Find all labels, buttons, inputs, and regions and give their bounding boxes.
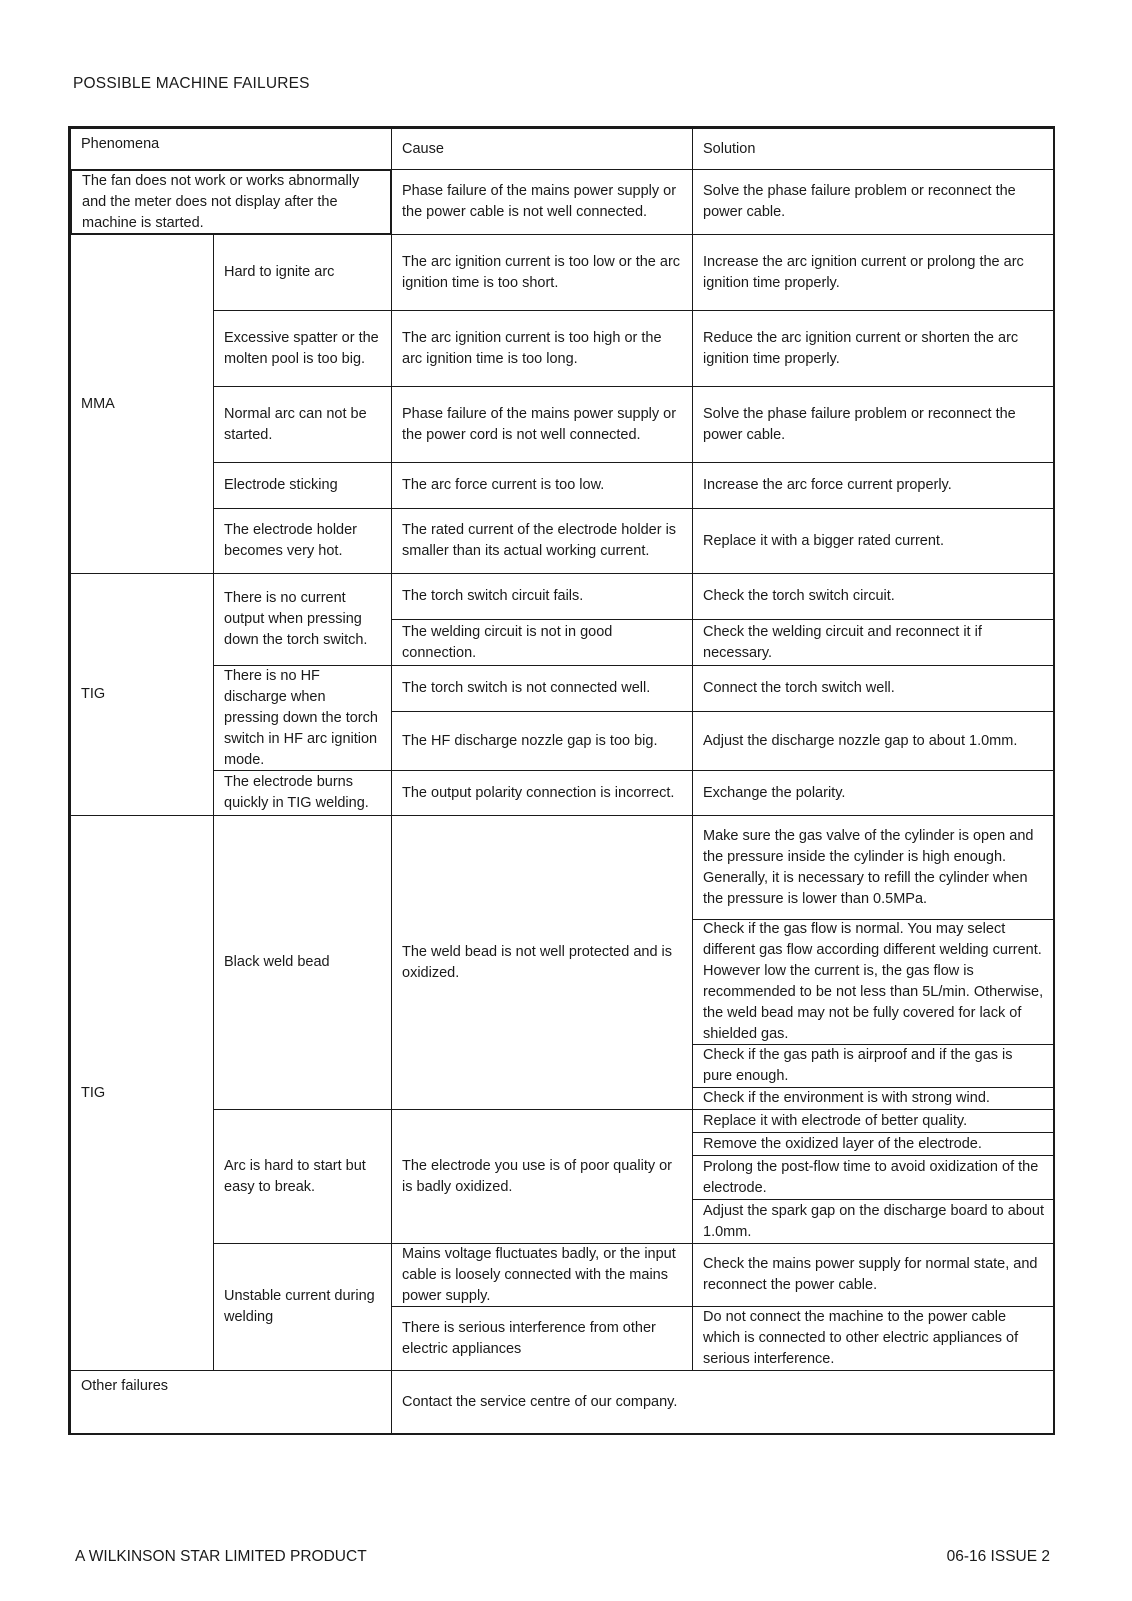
tig-symptom-cell (213, 1109, 392, 1244)
tig-cause: Mains voltage fluctuates badly, or the input cable is loosely connected with the mains power supply. (402, 1245, 676, 1304)
mma-cause: The arc ignition current is too high or the arc ignition time is too long. (402, 329, 662, 367)
tig-cause: The torch switch circuit fails. (402, 588, 584, 604)
mma-cause-cell (391, 310, 693, 387)
tig-symptom: The electrode burns quickly in TIG welding. (224, 774, 369, 811)
tig-cause-cell (391, 1243, 693, 1307)
other-phenomena-cell (70, 1370, 392, 1435)
tig-solution: Connect the torch switch well. (703, 680, 895, 696)
mma-cause: The arc force current is too low. (402, 477, 605, 493)
tig-symptom-cell (213, 573, 392, 666)
tig-solution-cell (692, 919, 1055, 1045)
mma-label: MMA (81, 395, 115, 412)
tig-solution: Adjust the spark gap on the discharge board to about 1.0mm. (703, 1202, 1044, 1240)
fan-solution: Solve the phase failure problem or reconnect the power cable. (703, 183, 1016, 220)
tig-solution-cell (692, 1087, 1055, 1110)
mma-solution-cell (692, 386, 1055, 463)
tig-group-cell (70, 815, 214, 1371)
tig-solution: Remove the oxidized layer of the electrode. (703, 1135, 982, 1152)
mma-symptom: The electrode holder becomes very hot. (224, 522, 357, 559)
mma-solution: Reduce the arc ignition current or shorten the arc ignition time properly. (703, 329, 1019, 367)
tig-symptom-cell (213, 665, 392, 771)
tig-solution-cell (692, 1306, 1055, 1371)
tig-solution: Adjust the discharge nozzle gap to about 1.0mm. (703, 732, 1018, 749)
fan-phenomena-cell (70, 169, 392, 235)
footer-right: 06-16 ISSUE 2 (946, 1548, 1050, 1565)
tig-solution-cell (692, 665, 1055, 712)
tig-cause: The electrode you use is of poor quality or is badly oxidized. (402, 1157, 673, 1195)
other-solution: Contact the service centre of our company. (402, 1394, 678, 1410)
failures-table (68, 126, 1055, 1435)
tig-solution: Prolong the post-flow time to avoid oxidization of the electrode. (703, 1158, 1039, 1196)
tig-cause: The HF discharge nozzle gap is too big. (402, 732, 658, 749)
tig-symptom-cell (213, 1243, 392, 1371)
tig-cause-cell (391, 815, 693, 1110)
mma-solution: Increase the arc force current properly. (703, 477, 952, 493)
tig-symptom: There is no HF discharge when pressing down the torch switch in HF arc ignition mode. (224, 667, 378, 768)
mma-symptom: Normal arc can not be started. (224, 405, 367, 443)
tig-solution-cell (692, 619, 1055, 666)
tig-cause: There is serious interference from other electric appliances (402, 1319, 656, 1357)
mma-symptom-cell (213, 508, 392, 574)
tig-cause-cell (391, 770, 693, 816)
fan-cause-cell (391, 169, 693, 235)
mma-symptom-cell (213, 462, 392, 509)
other-phenomena: Other failures (81, 1378, 169, 1394)
mma-cause-cell (391, 386, 693, 463)
tig-cause-cell (391, 1109, 693, 1244)
mma-cause: The rated current of the electrode holder is smaller than its actual working current. (402, 522, 677, 559)
mma-symptom: Hard to ignite arc (224, 264, 335, 280)
footer-left: A WILKINSON STAR LIMITED PRODUCT (75, 1548, 367, 1565)
tig-cause: The output polarity connection is incorrect. (402, 784, 675, 801)
tig-cause: The weld bead is not well protected and is oxidized. (402, 943, 673, 981)
mma-cause: Phase failure of the mains power supply or the power cord is not well connected. (402, 405, 677, 443)
mma-solution: Increase the arc ignition current or prolong the arc ignition time properly. (703, 253, 1024, 291)
tig-solution: Check the welding circuit and reconnect it if necessary. (703, 623, 982, 661)
mma-cause-cell (391, 508, 693, 574)
tig-solution-cell (692, 1243, 1055, 1307)
tig-symptom-cell (213, 770, 392, 816)
tig-solution: Check the torch switch circuit. (703, 588, 895, 604)
tig-solution: Check the mains power supply for normal state, and reconnect the power cable. (703, 1256, 1038, 1293)
mma-solution-cell (692, 462, 1055, 509)
tig-label: TIG (81, 686, 106, 702)
mma-symptom: Electrode sticking (224, 477, 338, 493)
fan-cause: Phase failure of the mains power supply or the power cable is not well connected. (402, 183, 677, 220)
header-cause-cell (391, 128, 693, 170)
fan-solution-cell (692, 169, 1055, 235)
tig-solution-cell (692, 573, 1055, 620)
header-solution: Solution (703, 140, 756, 157)
tig-solution-cell (692, 1109, 1055, 1133)
tig-solution: Check if the gas path is airproof and if the gas is pure enough. (703, 1047, 1013, 1084)
mma-symptom: Excessive spatter or the molten pool is too big. (224, 329, 379, 367)
tig-symptom: Unstable current during welding (224, 1288, 375, 1325)
header-solution-cell (692, 128, 1055, 170)
tig-solution-cell (692, 1199, 1055, 1244)
mma-symptom-cell (213, 386, 392, 463)
page-title: POSSIBLE MACHINE FAILURES (73, 75, 310, 92)
other-solution-cell (391, 1370, 1055, 1435)
tig-solution-cell (692, 1044, 1055, 1088)
tig-symptom-cell (213, 815, 392, 1110)
tig-cause-cell (391, 619, 693, 666)
header-cause: Cause (402, 140, 444, 157)
tig-cause-cell (391, 711, 693, 771)
mma-solution-cell (692, 310, 1055, 387)
tig-solution-cell (692, 770, 1055, 816)
tig-cause-cell (391, 665, 693, 712)
tig-label: TIG (81, 1084, 106, 1101)
tig-solution: Make sure the gas valve of the cylinder is open and the pressure inside the cylinder is high enough. Generally, it is necessary to refill the cylinder when the pressure is lower than 0.5MPa. (703, 827, 1034, 907)
tig-symptom: Arc is hard to start but easy to break. (224, 1157, 366, 1195)
mma-symptom-cell (213, 310, 392, 387)
tig-cause-cell (391, 573, 693, 620)
tig-symptom: Black weld bead (224, 954, 330, 970)
mma-solution-cell (692, 508, 1055, 574)
tig-solution: Replace it with electrode of better quality. (703, 1112, 968, 1129)
tig-solution: Exchange the polarity. (703, 784, 846, 801)
header-phenomena-cell (70, 128, 392, 170)
mma-symptom-cell (213, 234, 392, 311)
tig-solution-cell (692, 1155, 1055, 1200)
mma-solution: Replace it with a bigger rated current. (703, 532, 944, 549)
tig-solution: Do not connect the machine to the power cable which is connected to other electric appliances of serious interference. (703, 1309, 1019, 1367)
tig-solution: Check if the gas flow is normal. You may select different gas flow according different welding current. However low the current is, the gas flow is recommended to be not less than 5L/min. Otherwise, the weld bead may not be fully covered for lack of shielded gas. (703, 921, 1044, 1042)
mma-cause: The arc ignition current is too low or the arc ignition time is too short. (402, 253, 681, 291)
tig-group-cell (70, 573, 214, 816)
tig-cause: The torch switch is not connected well. (402, 680, 651, 696)
tig-solution-cell (692, 711, 1055, 771)
tig-symptom: There is no current output when pressing down the torch switch. (224, 590, 368, 648)
tig-solution: Check if the environment is with strong wind. (703, 1090, 990, 1106)
mma-group-cell (70, 234, 214, 574)
mma-cause-cell (391, 462, 693, 509)
mma-solution: Solve the phase failure problem or reconnect the power cable. (703, 405, 1016, 443)
tig-cause-cell (391, 1306, 693, 1371)
tig-cause: The welding circuit is not in good connection. (402, 623, 613, 661)
fan-phenomena: The fan does not work or works abnormally and the meter does not display after the machine is started. (82, 172, 360, 231)
header-phenomena: Phenomena (81, 136, 160, 152)
mma-cause-cell (391, 234, 693, 311)
mma-solution-cell (692, 234, 1055, 311)
tig-solution-cell (692, 1132, 1055, 1156)
tig-solution-cell (692, 815, 1055, 920)
